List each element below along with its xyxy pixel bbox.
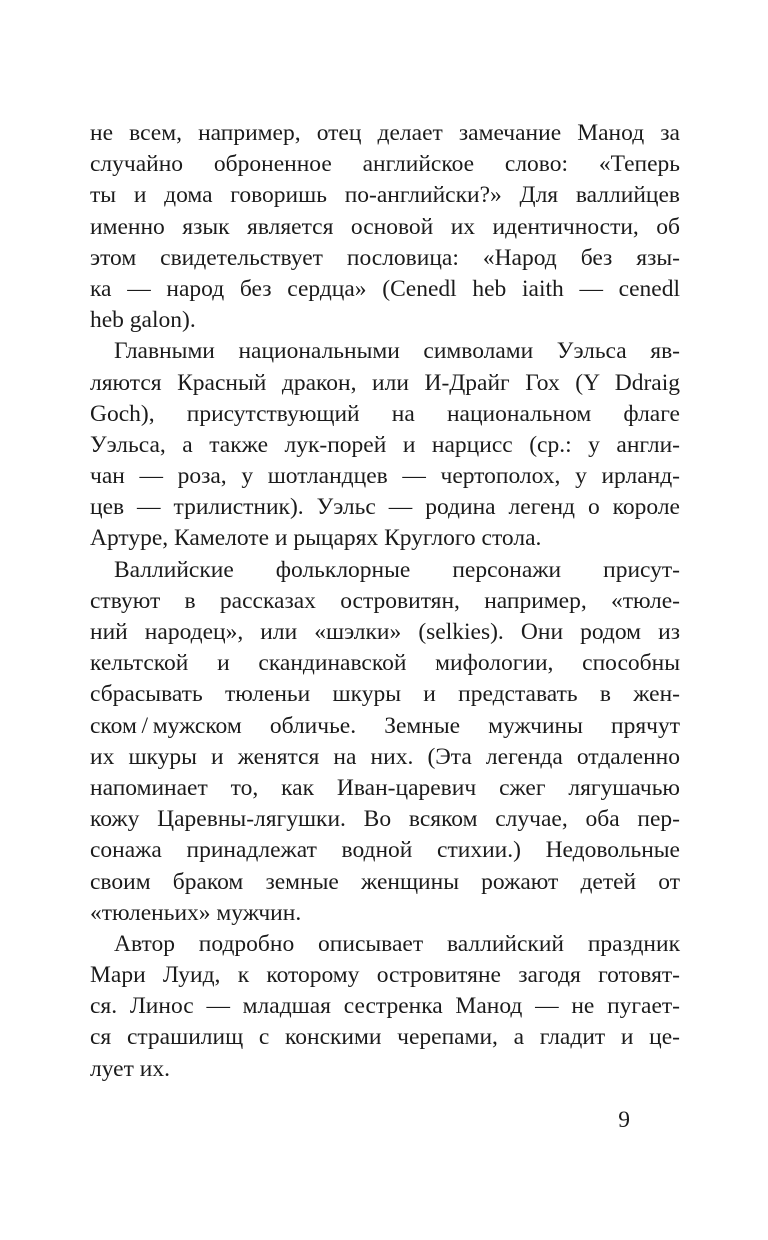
text-line: ся страшилищ с конскими черепами, а гладит и це- bbox=[90, 1024, 680, 1051]
paragraph bbox=[90, 555, 680, 929]
text-line: этом свидетельствует пословица: «Народ без язы- bbox=[90, 244, 680, 271]
text-line: heb galon). bbox=[90, 307, 196, 334]
text-line: случайно оброненное английское слово: «Теперь bbox=[90, 151, 680, 178]
text-line: именно язык является основой их идентичности, об bbox=[90, 213, 680, 240]
paragraph bbox=[90, 929, 680, 1085]
text-line: не всем, например, отец делает замечание Манод за bbox=[90, 120, 680, 146]
text-line: Главными национальными символами Уэльса яв- bbox=[114, 338, 680, 365]
page-number: 9 bbox=[618, 1107, 630, 1133]
text-line: «тюленьих» мужчин. bbox=[90, 899, 302, 926]
text-line: ствуют в рассказах островитян, например, «тюле- bbox=[90, 587, 680, 614]
text-line: Уэльса, а также лук-порей и нарцисс (ср.: у англи- bbox=[90, 431, 680, 458]
text-line: сонажа принадлежат водной стихии.) Недовольные bbox=[90, 837, 680, 864]
text-line: ском / мужском обличье. Земные мужчины прячут bbox=[90, 712, 680, 739]
text-line: кожу Царевны-лягушки. Во всяком случае, оба пер- bbox=[90, 806, 680, 833]
text-line: Автор подробно описывает валлийский праздник bbox=[114, 930, 680, 957]
text-line: ка — народ без сердца» (Cenedl heb iaith — cenedl bbox=[90, 275, 680, 302]
text-line: ляются Красный дракон, или И-Драйг Гох (Y Ddraig bbox=[90, 369, 680, 396]
text-line: сбрасывать тюленьи шкуры и представать в жен- bbox=[90, 681, 680, 708]
text-line: Мари Луид, к которому островитяне загодя готовят- bbox=[90, 962, 680, 989]
text-line: лует их. bbox=[90, 1055, 170, 1082]
text-line: своим браком земные женщины рожают детей от bbox=[90, 868, 680, 895]
text-line: Валлийские фольклорные персонажи присут- bbox=[114, 556, 680, 583]
text-line: Артуре, Камелоте и рыцарях Круглого стола. bbox=[90, 525, 542, 552]
page-text bbox=[90, 118, 680, 1085]
paragraph bbox=[90, 118, 680, 336]
text-line: ний народец», или «шэлки» (selkies). Они родом из bbox=[90, 619, 680, 645]
text-line: чан — роза, у шотландцев — чертополох, у ирланд- bbox=[90, 463, 680, 490]
text-line: кельтской и скандинавской мифологии, способны bbox=[90, 650, 680, 677]
text-line: ся. Линос — младшая сестренка Манод — не пугает- bbox=[90, 993, 680, 1020]
text-line: их шкуры и женятся на них. (Эта легенда отдаленно bbox=[90, 743, 680, 770]
text-line: ты и дома говоришь по-английски?» Для валлийцев bbox=[90, 182, 680, 209]
paragraph bbox=[90, 336, 680, 554]
text-line: Goch), присутствующий на национальном флаге bbox=[90, 400, 680, 427]
text-line: цев — трилистник). Уэльс — родина легенд о короле bbox=[90, 494, 680, 521]
text-line: напоминает то, как Иван-царевич сжег лягушачью bbox=[90, 774, 680, 801]
